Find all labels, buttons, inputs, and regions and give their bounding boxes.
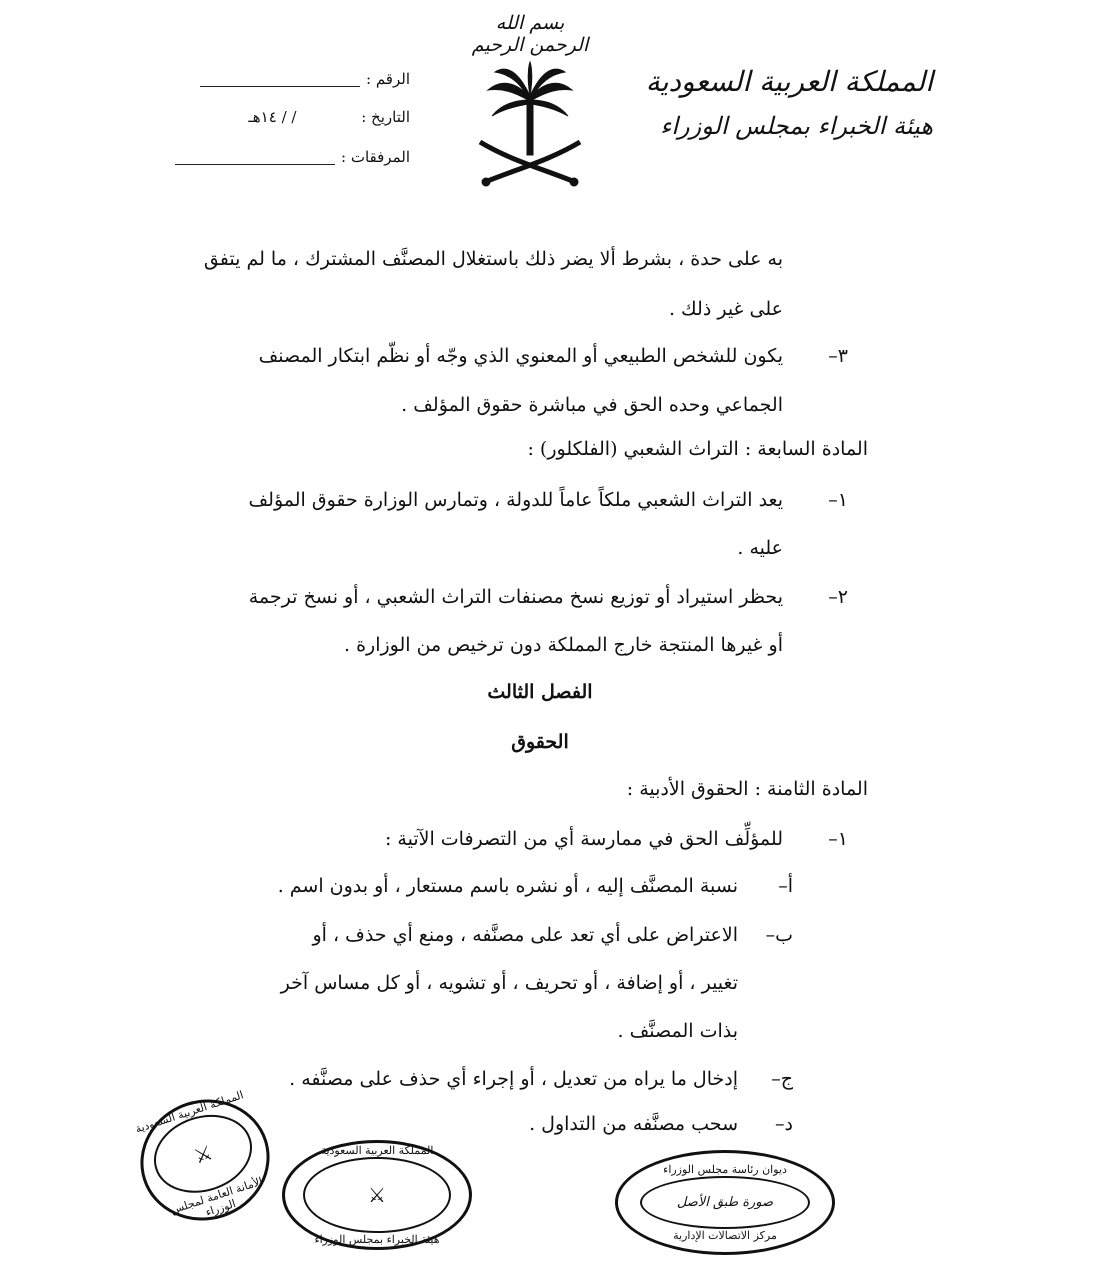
attachments-field [130,148,410,166]
paragraph-line: أو غيرها المنتجة خارج المملكة دون ترخيص من الوزارة . [344,634,783,656]
item-number: ١– [828,828,848,850]
paragraph-line: عليه . [737,537,783,559]
sub-item-letter: ب– [765,924,793,946]
chapter-subtitle: الحقوق [511,731,569,753]
chapter-title: الفصل الثالث [487,681,593,703]
article-heading: المادة السابعة : التراث الشعبي (الفلكلور) : [527,438,868,460]
sub-item-letter: ج– [771,1068,793,1090]
official-stamp [615,1150,835,1255]
reference-number-field [130,70,410,88]
sub-item-letter: أ– [778,875,793,897]
item-number: ١– [828,489,848,511]
org-line-1: المملكة العربية السعودية [645,65,933,98]
paragraph-line: تغيير ، أو إضافة ، أو تحريف ، أو تشويه ، أو كل مساس آخر [280,972,738,994]
stamp-text: هيئة الخبراء بمجلس الوزراء [314,1233,440,1247]
attachments-label: المرفقات : [341,148,410,166]
paragraph-line: إدخال ما يراه من تعديل ، أو إجراء أي حذف على مصنَّفه . [289,1068,738,1090]
paragraph-line: للمؤلِّف الحق في ممارسة أي من التصرفات الآتية : [384,828,783,850]
stamp-text: المملكة العربية السعودية [320,1143,434,1157]
basmala: بسم الله الرحمن الرحيم [471,12,589,56]
stamp-inner-ring [303,1157,451,1234]
item-number: ٣– [828,345,848,367]
reference-label: الرقم : [366,70,410,88]
saudi-emblem-icon [470,60,590,190]
paragraph-line: سحب مصنَّفه من التداول . [529,1113,738,1135]
sub-item-letter: د– [775,1113,793,1135]
stamp-text: الأمانة العامة لمجلس الوزراء [168,1174,265,1219]
paragraph-line: بذات المصنَّف . [617,1020,738,1042]
stamp-inner-ring [640,1176,811,1230]
paragraph-line: يحظر استيراد أو توزيع نسخ مصنفات التراث الشعبي ، أو نسخ ترجمة [248,586,783,608]
date-value: / / ١٤هـ [248,108,297,126]
paragraph-line: يعد التراث الشعبي ملكاً عاماً للدولة ، وتمارس الوزارة حقوق المؤلف [248,489,783,511]
attachments-line [175,152,335,165]
item-number: ٢– [828,586,848,608]
reference-line [200,74,360,87]
official-stamp [125,1083,286,1237]
paragraph-line: نسبة المصنَّف إليه ، أو نشره باسم مستعار ، أو بدون اسم . [277,875,738,897]
article-heading: المادة الثامنة : الحقوق الأدبية : [626,778,868,800]
date-label: التاريخ : [361,108,410,126]
stamp-text: صورة طبق الأصل [676,1195,774,1210]
paragraph-line: على غير ذلك . [668,298,783,320]
org-line-2: هيئة الخبراء بمجلس الوزراء [660,112,933,140]
stamp-text: المملكة العربية السعودية [133,1088,246,1136]
paragraph-line: به على حدة ، بشرط ألا يضر ذلك باستغلال المصنَّف المشترك ، ما لم يتفق [203,248,783,270]
paragraph-line: الاعتراض على أي تعد على مصنَّفه ، ومنع أي حذف ، أو [312,924,738,946]
emblem-icon: ⚔ [190,1139,216,1169]
emblem-icon: ⚔ [368,1182,386,1207]
date-field [130,108,410,126]
organization-name [633,60,933,148]
stamp-text: ديوان رئاسة مجلس الوزراء [663,1162,787,1176]
paragraph-line: يكون للشخص الطبيعي أو المعنوي الذي وجّه أو نظّم ابتكار المصنف [258,345,783,367]
official-stamp [282,1140,472,1250]
paragraph-line: الجماعي وحده الحق في مباشرة حقوق المؤلف . [401,394,783,416]
stamp-text: مركز الاتصالات الإدارية [673,1229,777,1243]
